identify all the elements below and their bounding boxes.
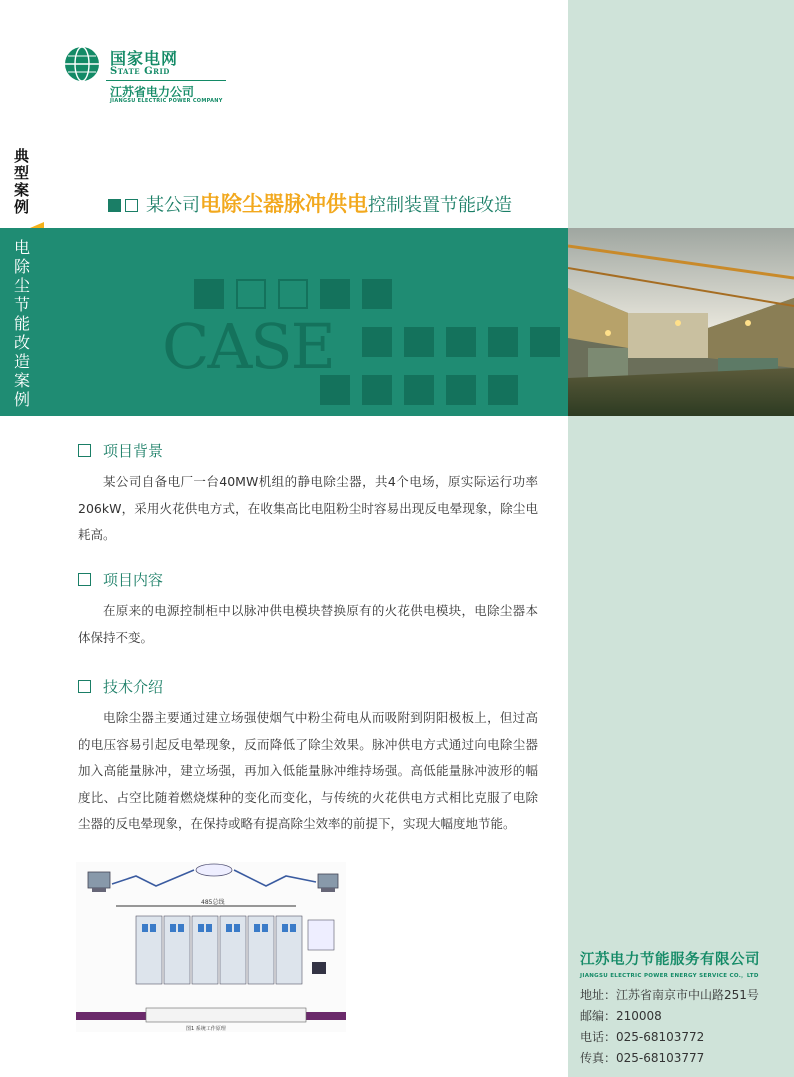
computer-icon xyxy=(88,872,110,888)
filled-square-icon xyxy=(108,199,121,212)
network-cloud-icon xyxy=(196,864,232,876)
factory-photo xyxy=(568,228,794,416)
section-body: 在原来的电源控制柜中以脉冲供电模块替换原有的火花供电模块，电除尘器本体保持不变。 xyxy=(78,603,538,645)
square-bullet-icon xyxy=(78,680,91,693)
company-fax: 传真：025-68103777 xyxy=(580,1051,705,1065)
pattern-square xyxy=(194,279,224,309)
company-address: 地址：江苏省南京市中山路251号 xyxy=(580,988,759,1002)
pattern-square xyxy=(446,327,476,357)
pattern-square xyxy=(320,279,350,309)
diagram-caption: 图1 系统工作原理 xyxy=(186,1026,226,1032)
computer-base-icon xyxy=(321,888,335,892)
computer-icon xyxy=(318,874,338,888)
section-heading xyxy=(78,440,538,461)
logo-sub-en: JIANGSU ELECTRIC POWER COMPANY xyxy=(110,98,223,104)
wireless-link-icon xyxy=(234,870,316,886)
company-name-en: JIANGSU ELECTRIC POWER ENERGY SERVICE CO.，LTD xyxy=(580,973,759,979)
rail-category-label: 典型案例 xyxy=(14,147,30,216)
pattern-square xyxy=(488,375,518,405)
logo-name-cn: 国家电网 xyxy=(110,49,179,68)
section-body: 某公司自备电厂一台40MW机组的静电除尘器，共4个电场，原实际运行功率206kW，采用火花供电方式，在收集高比电阻粉尘时容易出现反电晕现象，除尘电耗高。 xyxy=(78,474,538,542)
section-heading-text: 项目内容 xyxy=(103,571,164,589)
left-rail xyxy=(0,130,46,416)
company-phone: 电话：025-68103772 xyxy=(580,1030,705,1044)
square-bullet-icon xyxy=(78,573,91,586)
section-heading xyxy=(78,676,538,697)
section-heading xyxy=(78,569,538,590)
precipitator-body xyxy=(146,1008,306,1022)
control-cabinets xyxy=(136,916,302,984)
section-content xyxy=(78,569,538,651)
system-diagram-figure xyxy=(76,862,346,1032)
logo-divider xyxy=(106,80,226,81)
wireless-link-icon xyxy=(112,870,194,886)
pattern-square xyxy=(404,375,434,405)
computer-base-icon xyxy=(92,888,106,892)
section-body: 电除尘器主要通过建立场强使烟气中粉尘荷电从而吸附到阴阳极板上，但过高的电压容易引起反电晕现象，反而降低了除尘效果。脉冲供电方式通过向电除尘器加入高能量脉冲，建立场强，再加入低能量脉冲维持场强。高低能量脉冲波形的幅度比、占空比随着燃烧煤种的变化而变化，与传统的火花供电方式相比克服了电除尘器的反电晕现象，在保持或略有提高除尘效率的前提下，实现大幅度地节能。 xyxy=(78,710,538,831)
logo-sub-cn: 江苏省电力公司 xyxy=(110,85,195,99)
printer-icon xyxy=(312,962,326,974)
pattern-square xyxy=(488,327,518,357)
square-bullet-icon xyxy=(78,444,91,457)
pattern-square xyxy=(362,327,392,357)
company-postcode: 邮编：210008 xyxy=(580,1009,662,1023)
section-heading-text: 项目背景 xyxy=(103,442,164,460)
contact-block xyxy=(580,985,790,1069)
pattern-square xyxy=(236,279,266,309)
rail-category-block xyxy=(0,130,46,228)
pattern-square xyxy=(530,327,560,357)
pattern-square xyxy=(362,279,392,309)
pattern-square xyxy=(446,375,476,405)
logo-name-en: State Grid xyxy=(110,66,170,77)
company-name: 江苏电力节能服务有限公司 xyxy=(580,952,760,968)
state-grid-logo xyxy=(62,44,232,108)
section-technology xyxy=(78,676,538,838)
section-background xyxy=(78,440,538,549)
case-watermark: CASE xyxy=(162,310,334,383)
title-highlight: 电除尘器脉冲供电 xyxy=(200,192,368,216)
right-side-panel xyxy=(568,0,794,1077)
title-prefix: 某公司 xyxy=(146,195,200,216)
system-diagram xyxy=(76,862,346,1032)
transformer-icon xyxy=(308,920,334,950)
empty-square-icon xyxy=(125,199,138,212)
pattern-square xyxy=(278,279,308,309)
pattern-square xyxy=(362,375,392,405)
page-title xyxy=(108,188,512,218)
title-suffix: 控制装置节能改造 xyxy=(368,195,512,216)
bus-label: 485总线 xyxy=(201,899,225,906)
company-info xyxy=(580,948,790,1069)
section-heading-text: 技术介绍 xyxy=(103,678,164,696)
rail-topic-label: 电除尘节能改造案例 xyxy=(14,238,31,409)
rail-topic-block xyxy=(0,228,46,416)
pattern-square xyxy=(404,327,434,357)
globe-logo-icon xyxy=(62,44,102,84)
